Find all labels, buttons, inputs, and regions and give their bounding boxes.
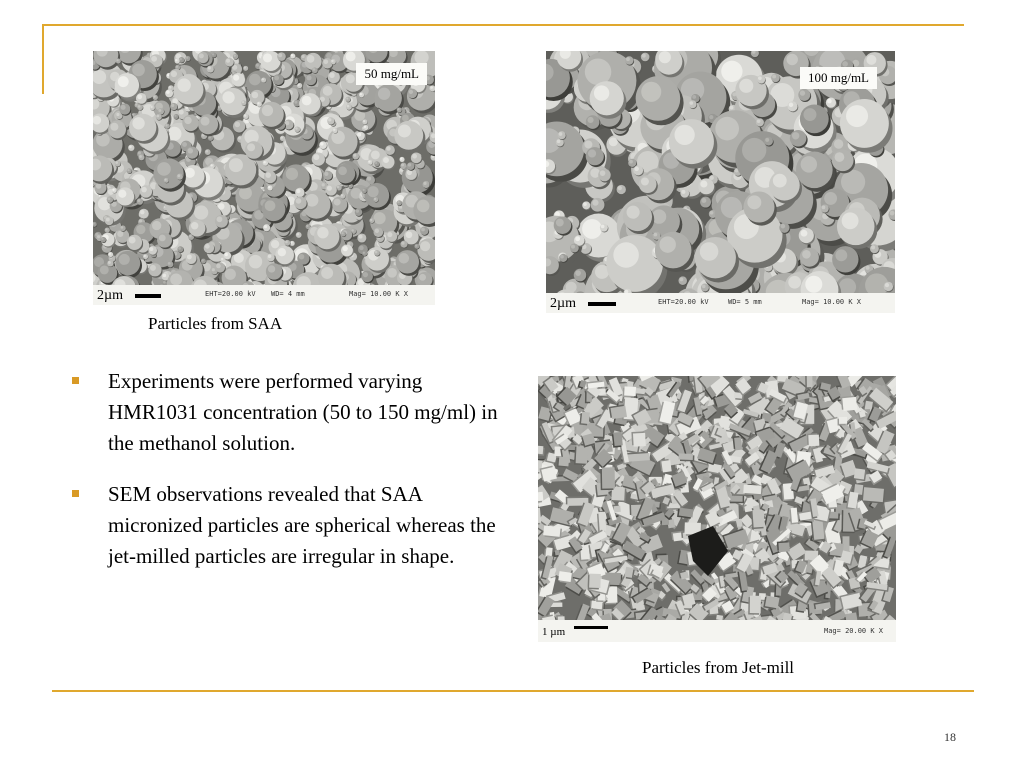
- sem-info-bar: [546, 293, 895, 313]
- sem-texture: [93, 51, 435, 305]
- bullet-text: Experiments were performed varying HMR1031 concentration (50 to 150 mg/ml) in the methanol solution.: [108, 369, 498, 455]
- sem-image-jet-mill: [538, 376, 896, 642]
- sem-image-50-mg-ml: [93, 51, 435, 305]
- sem-texture: [546, 51, 895, 313]
- wd-readout: WD= 4 mm: [271, 290, 305, 298]
- scale-label: 2µm: [97, 288, 123, 303]
- concentration-label: 50 mg/mL: [356, 63, 427, 85]
- sem-info-bar: [538, 620, 896, 642]
- mag-readout: Mag= 10.00 K X: [349, 290, 409, 298]
- scale-label: 1 µm: [542, 626, 566, 638]
- bullet-item: [70, 366, 500, 459]
- scale-bar: [135, 294, 161, 298]
- bullet-item: [70, 479, 500, 572]
- mag-readout: Mag= 10.00 K X: [802, 298, 862, 306]
- concentration-label: 100 mg/mL: [800, 67, 877, 89]
- page-number: 18: [944, 730, 956, 744]
- bullet-text: SEM observations revealed that SAA micronized particles are spherical whereas the jet-milled particles are irregular in shape.: [108, 482, 496, 568]
- left-border-line: [42, 26, 44, 94]
- wd-readout: WD= 5 mm: [728, 298, 762, 306]
- square-bullet-icon: [72, 490, 79, 497]
- bullet-list: [70, 366, 500, 592]
- eht-readout: EHT=20.00 kV: [658, 298, 709, 306]
- sem-image-100-mg-ml: [546, 51, 895, 313]
- caption-jet-mill: Particles from Jet-mill: [642, 658, 795, 677]
- sem-info-bar: [93, 285, 435, 305]
- sem-texture: [538, 376, 896, 642]
- eht-readout: EHT=20.00 kV: [205, 290, 256, 298]
- top-border-line: [42, 24, 964, 26]
- mag-readout: Mag= 20.00 K X: [824, 627, 884, 635]
- scale-bar: [574, 626, 608, 629]
- caption-saa: Particles from SAA: [148, 314, 283, 333]
- scale-label: 2µm: [550, 296, 576, 311]
- scale-bar: [588, 302, 616, 306]
- bottom-border-line: [52, 690, 974, 692]
- square-bullet-icon: [72, 377, 79, 384]
